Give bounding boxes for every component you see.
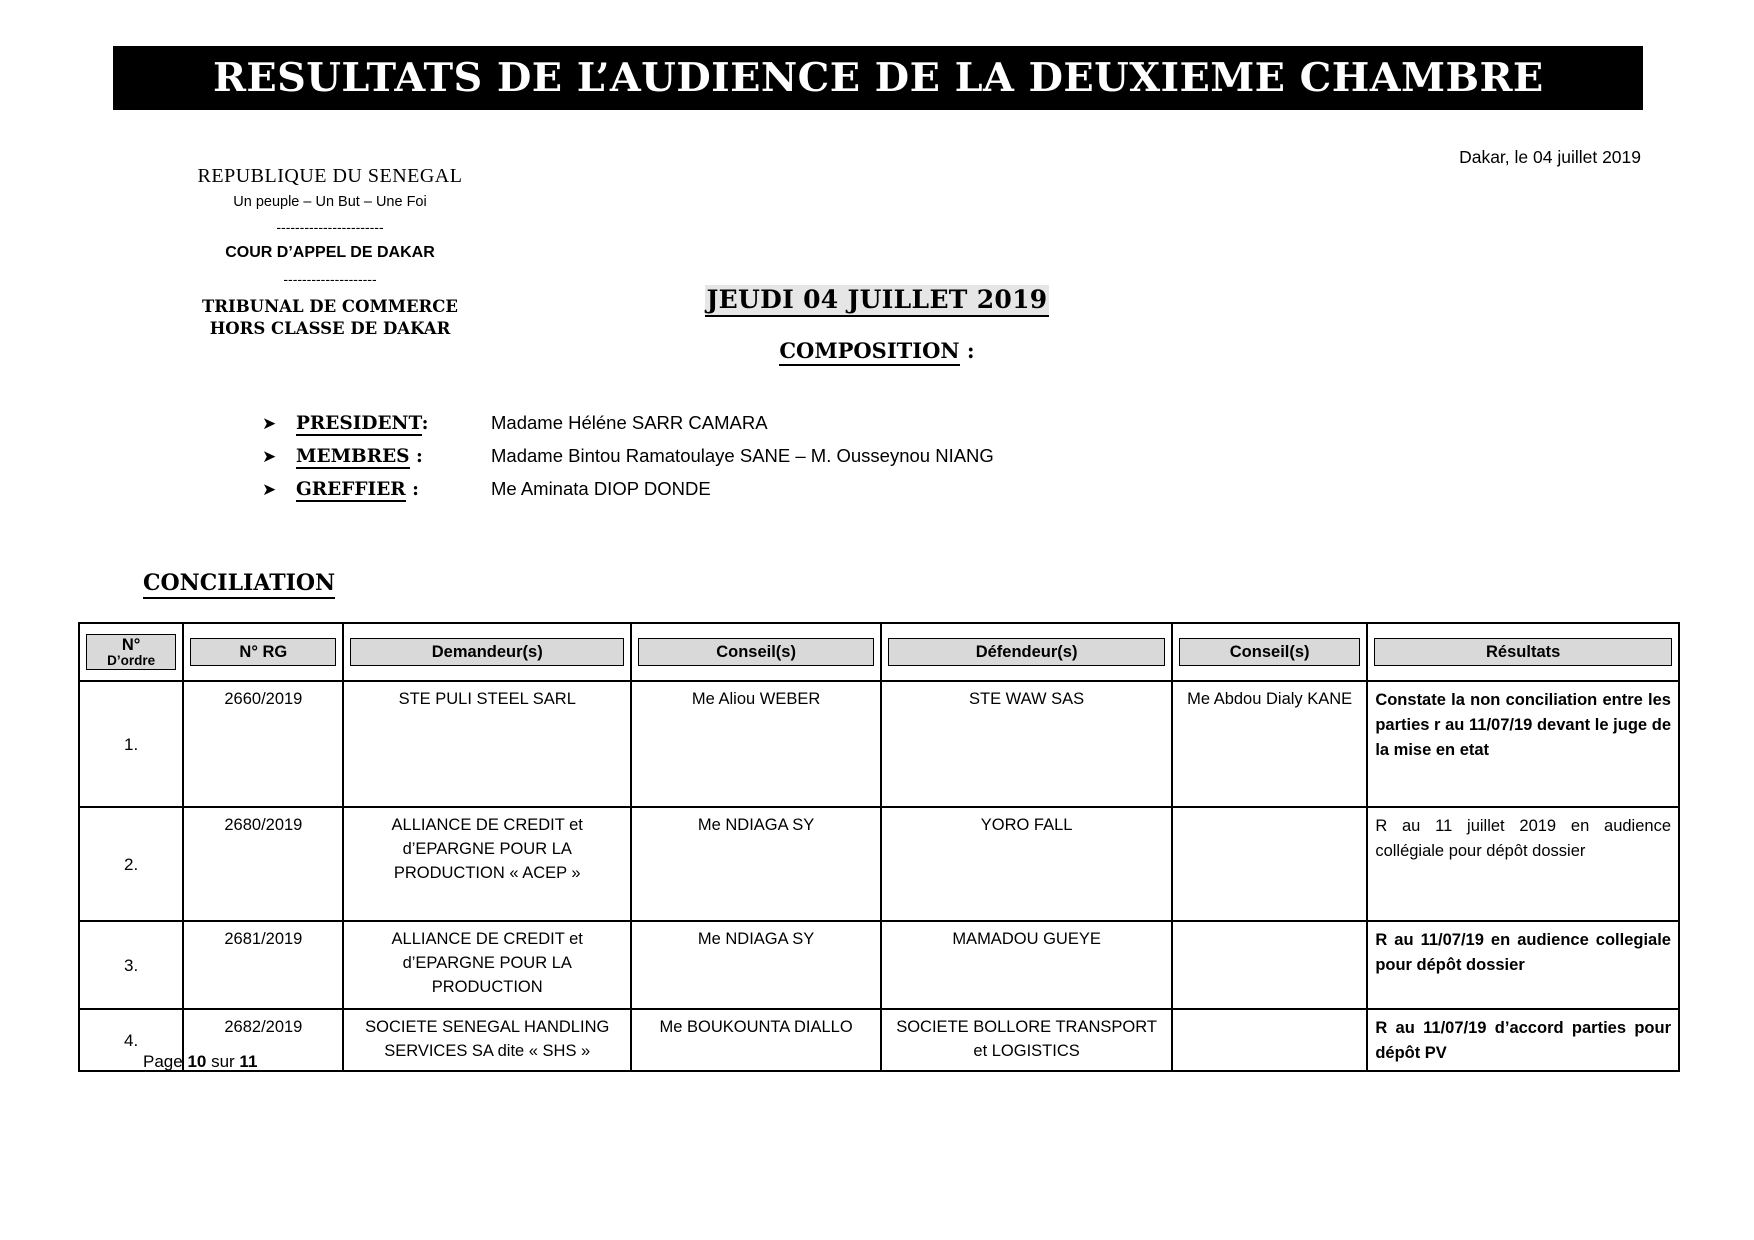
composition-heading-colon: : bbox=[959, 338, 975, 363]
composition-role-president-label: PRESIDENT bbox=[296, 413, 422, 434]
footer-total-pages: 11 bbox=[239, 1052, 258, 1071]
cell-order: 1. bbox=[79, 681, 183, 807]
results-table-container bbox=[78, 622, 1680, 1072]
cell-defendeur: SOCIETE BOLLORE TRANSPORT et LOGISTICS bbox=[881, 1009, 1172, 1071]
composition-role-membres-label: MEMBRES bbox=[296, 446, 410, 467]
letterhead-separator-2: -------------------- bbox=[283, 270, 377, 287]
cell-order: 2. bbox=[79, 807, 183, 921]
composition-role-president-suffix: : bbox=[421, 413, 429, 434]
cell-defendeur: YORO FALL bbox=[881, 807, 1172, 921]
composition-row-president bbox=[262, 412, 1362, 445]
page-footer bbox=[143, 1052, 257, 1072]
letterhead-tribunal-line2: HORS CLASSE DE DAKAR bbox=[209, 318, 451, 338]
document-title: RESULTATS DE L’AUDIENCE DE LA DEUXIEME CHAMBRE bbox=[212, 54, 1544, 101]
composition-role-greffier-label: GREFFIER bbox=[296, 479, 406, 500]
cell-resultat: R au 11/07/19 en audience collegiale pour dépôt dossier bbox=[1367, 921, 1679, 1009]
letterhead-court: COUR D’APPEL DE DAKAR bbox=[225, 244, 435, 262]
table-header-demandeur bbox=[343, 623, 631, 681]
session-date-text: JEUDI 04 JUILLET 2019 bbox=[705, 285, 1050, 317]
table-header-order-line2: D’ordre bbox=[107, 652, 156, 668]
cell-defendeur: STE WAW SAS bbox=[881, 681, 1172, 807]
letterhead-separator-1: ----------------------- bbox=[276, 219, 384, 236]
table-row bbox=[79, 807, 1679, 921]
composition-role-president bbox=[296, 413, 491, 434]
cell-conseil-defendeur bbox=[1172, 807, 1367, 921]
composition-name-president: Madame Héléne SARR CAMARA bbox=[491, 412, 768, 433]
cell-resultat: R au 11/07/19 d’accord parties pour dépôt PV bbox=[1367, 1009, 1679, 1071]
cell-resultat: R au 11 juillet 2019 en audience collégiale pour dépôt dossier bbox=[1367, 807, 1679, 921]
section-title-text: CONCILIATION bbox=[143, 570, 335, 599]
table-header-order bbox=[79, 623, 183, 681]
cell-conseil-defendeur bbox=[1172, 921, 1367, 1009]
letterhead-motto: Un peuple – Un But – Une Foi bbox=[233, 194, 427, 210]
footer-middle: sur bbox=[206, 1052, 240, 1071]
table-header-order-line1: N° bbox=[121, 635, 141, 654]
composition-name-greffier: Me Aminata DIOP DONDE bbox=[491, 478, 711, 499]
composition-row-membres bbox=[262, 445, 1362, 478]
table-header-rg bbox=[183, 623, 343, 681]
composition-role-greffier-suffix: : bbox=[405, 479, 419, 500]
cell-order: 3. bbox=[79, 921, 183, 1009]
cell-defendeur: MAMADOU GUEYE bbox=[881, 921, 1172, 1009]
table-header-conseil-demandeur bbox=[631, 623, 881, 681]
cell-conseil-defendeur: Me Abdou Dialy KANE bbox=[1172, 681, 1367, 807]
table-header-conseil-defendeur bbox=[1172, 623, 1367, 681]
cell-demandeur: ALLIANCE DE CREDIT et d’EPARGNE POUR LA PRODUCTION « ACEP » bbox=[343, 807, 631, 921]
composition-name-membres: Madame Bintou Ramatoulaye SANE – M. Ousseynou NIANG bbox=[491, 445, 994, 466]
footer-current-page: 10 bbox=[187, 1052, 207, 1071]
letterhead-republic: REPUBLIQUE DU SENEGAL bbox=[197, 165, 463, 187]
cell-conseil-demandeur: Me NDIAGA SY bbox=[631, 807, 881, 921]
bullet-arrow-icon: ➤ bbox=[262, 414, 277, 434]
results-table bbox=[78, 622, 1680, 1072]
cell-rg: 2680/2019 bbox=[183, 807, 343, 921]
bullet-arrow-icon: ➤ bbox=[262, 447, 277, 467]
session-date-heading bbox=[0, 285, 1754, 314]
composition-row-greffier bbox=[262, 478, 1362, 511]
letterhead-tribunal-line1: TRIBUNAL DE COMMERCE bbox=[202, 296, 458, 316]
table-header-rg-label: N° RG bbox=[239, 642, 288, 661]
composition-role-membres bbox=[296, 446, 491, 467]
table-header-defendeur bbox=[881, 623, 1172, 681]
cell-conseil-demandeur: Me BOUKOUNTA DIALLO bbox=[631, 1009, 881, 1071]
composition-role-greffier bbox=[296, 479, 491, 500]
title-banner bbox=[113, 46, 1643, 110]
cell-demandeur: ALLIANCE DE CREDIT et d’EPARGNE POUR LA PRODUCTION bbox=[343, 921, 631, 1009]
composition-list bbox=[262, 412, 1362, 511]
composition-role-membres-suffix: : bbox=[409, 446, 423, 467]
document-date: Dakar, le 04 juillet 2019 bbox=[1459, 147, 1641, 167]
table-row bbox=[79, 921, 1679, 1009]
cell-conseil-demandeur: Me Aliou WEBER bbox=[631, 681, 881, 807]
table-row bbox=[79, 1009, 1679, 1071]
table-header-defendeur-label: Défendeur(s) bbox=[975, 642, 1078, 661]
cell-rg: 2681/2019 bbox=[183, 921, 343, 1009]
table-header-demandeur-label: Demandeur(s) bbox=[431, 642, 543, 661]
cell-demandeur: SOCIETE SENEGAL HANDLING SERVICES SA dite « SHS » bbox=[343, 1009, 631, 1071]
cell-order: 4. bbox=[79, 1009, 183, 1071]
cell-resultat: Constate la non conciliation entre les parties r au 11/07/19 devant le juge de la mise en etat bbox=[1367, 681, 1679, 807]
table-header-conseil2-label: Conseil(s) bbox=[1229, 642, 1310, 661]
cell-rg: 2660/2019 bbox=[183, 681, 343, 807]
table-header-conseil1-label: Conseil(s) bbox=[716, 642, 796, 661]
cell-conseil-defendeur bbox=[1172, 1009, 1367, 1071]
bullet-arrow-icon: ➤ bbox=[262, 480, 277, 500]
cell-rg: 2682/2019 bbox=[183, 1009, 343, 1071]
table-header-resultats bbox=[1367, 623, 1679, 681]
table-row bbox=[79, 681, 1679, 807]
composition-heading bbox=[0, 338, 1754, 363]
composition-heading-label: COMPOSITION bbox=[779, 338, 959, 366]
cell-demandeur: STE PULI STEEL SARL bbox=[343, 681, 631, 807]
table-header-resultats-label: Résultats bbox=[1486, 642, 1561, 661]
footer-prefix: Page bbox=[143, 1052, 188, 1071]
section-title-conciliation bbox=[143, 570, 335, 596]
cell-conseil-demandeur: Me NDIAGA SY bbox=[631, 921, 881, 1009]
table-header-row bbox=[79, 623, 1679, 681]
